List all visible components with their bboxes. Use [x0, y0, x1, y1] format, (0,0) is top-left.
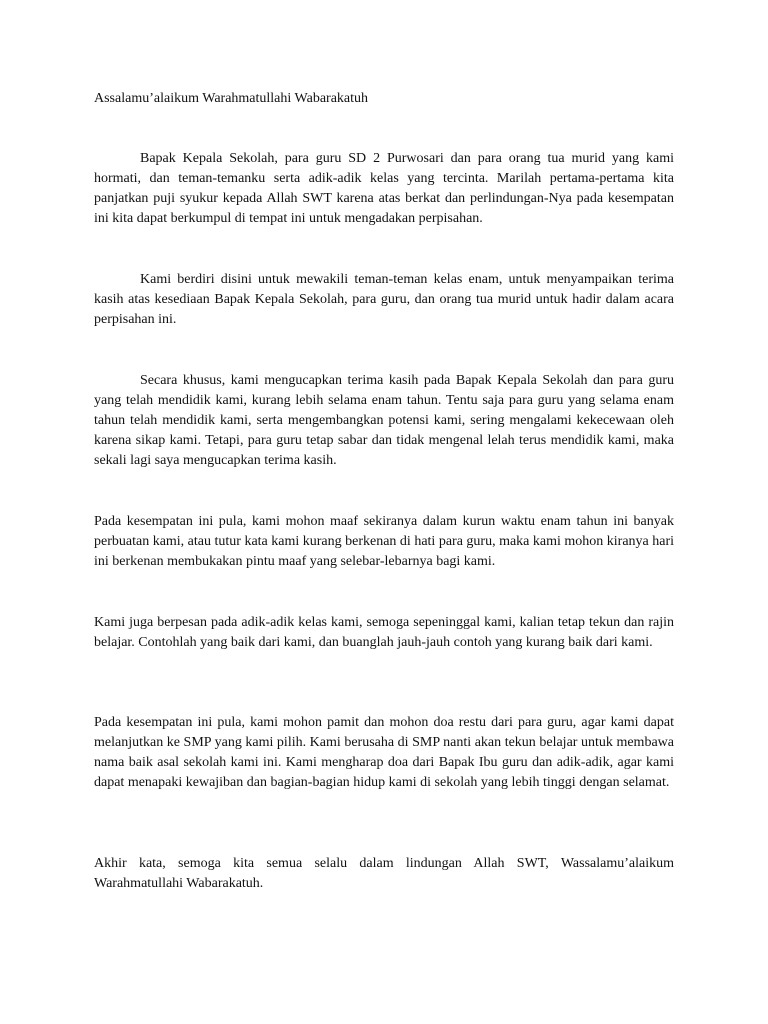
paragraph-message-juniors: Kami juga berpesan pada adik-adik kelas kami, semoga sepeninggal kami, kalian tetap tekun dan rajin belajar. Contohlah yang baik dari kami, dan buanglah jauh-jauh contoh yang kurang baik dari kami. [94, 615, 674, 650]
paragraph-thanks-teachers: Secara khusus, kami mengucapkan terima kasih pada Bapak Kepala Sekolah dan para guru yang telah mendidik kami, kurang lebih selama enam tahun. Tentu saja para guru yang selama enam tahun telah mendidik kami, serta mengembangkan potensi kami, sering mengalami kekecewaan oleh karena sikap kami. Tetapi, para guru tetap sabar dan tidak mengenal lelah terus mendidik kami, maka sekali lagi saya mengucapkan terima kasih. [94, 373, 674, 468]
paragraph-closing: Akhir kata, semoga kita semua selalu dalam lindungan Allah SWT, Wassalamu’alaikum Warahmatullahi Wabarakatuh. [94, 856, 674, 891]
paragraph-apology: Pada kesempatan ini pula, kami mohon maaf sekiranya dalam kurun waktu enam tahun ini banyak perbuatan kami, atau tutur kata kami kurang berkenan di hati para guru, maka kami mohon kiranya hari ini berkenan membukakan pintu maaf yang selebar-lebarnya bagi kami. [94, 514, 675, 569]
paragraph-opening: Bapak Kepala Sekolah, para guru SD 2 Purwosari dan para orang tua murid yang kami hormati, dan teman-temanku serta adik-adik kelas yang tercinta. Marilah pertama-pertama kita panjatkan puji syukur kepada Allah SWT karena atas berkat dan perlindungan-Nya pada kesempatan ini kita dapat berkumpul di tempat ini untuk mengadakan perpisahan. [94, 151, 674, 226]
paragraph-representation: Kami berdiri disini untuk mewakili teman-teman kelas enam, untuk menyampaikan terima kasih atas kesediaan Bapak Kepala Sekolah, para guru, dan orang tua murid untuk hadir dalam acara perpisahan ini. [94, 272, 674, 327]
greeting-line: Assalamu’alaikum Warahmatullahi Wabarakatuh [94, 91, 369, 106]
paragraph-farewell: Pada kesempatan ini pula, kami mohon pamit dan mohon doa restu dari para guru, agar kami dapat melanjutkan ke SMP yang kami pilih. Kami berusaha di SMP nanti akan tekun belajar untuk membawa nama baik asal sekolah kami ini. Kami mengharap doa dari Bapak Ibu guru dan adik-adik, agar kami dapat menapaki kewajiban dan bagian-bagian hidup kami di sekolah yang lebih tinggi dengan selamat. [94, 715, 674, 790]
